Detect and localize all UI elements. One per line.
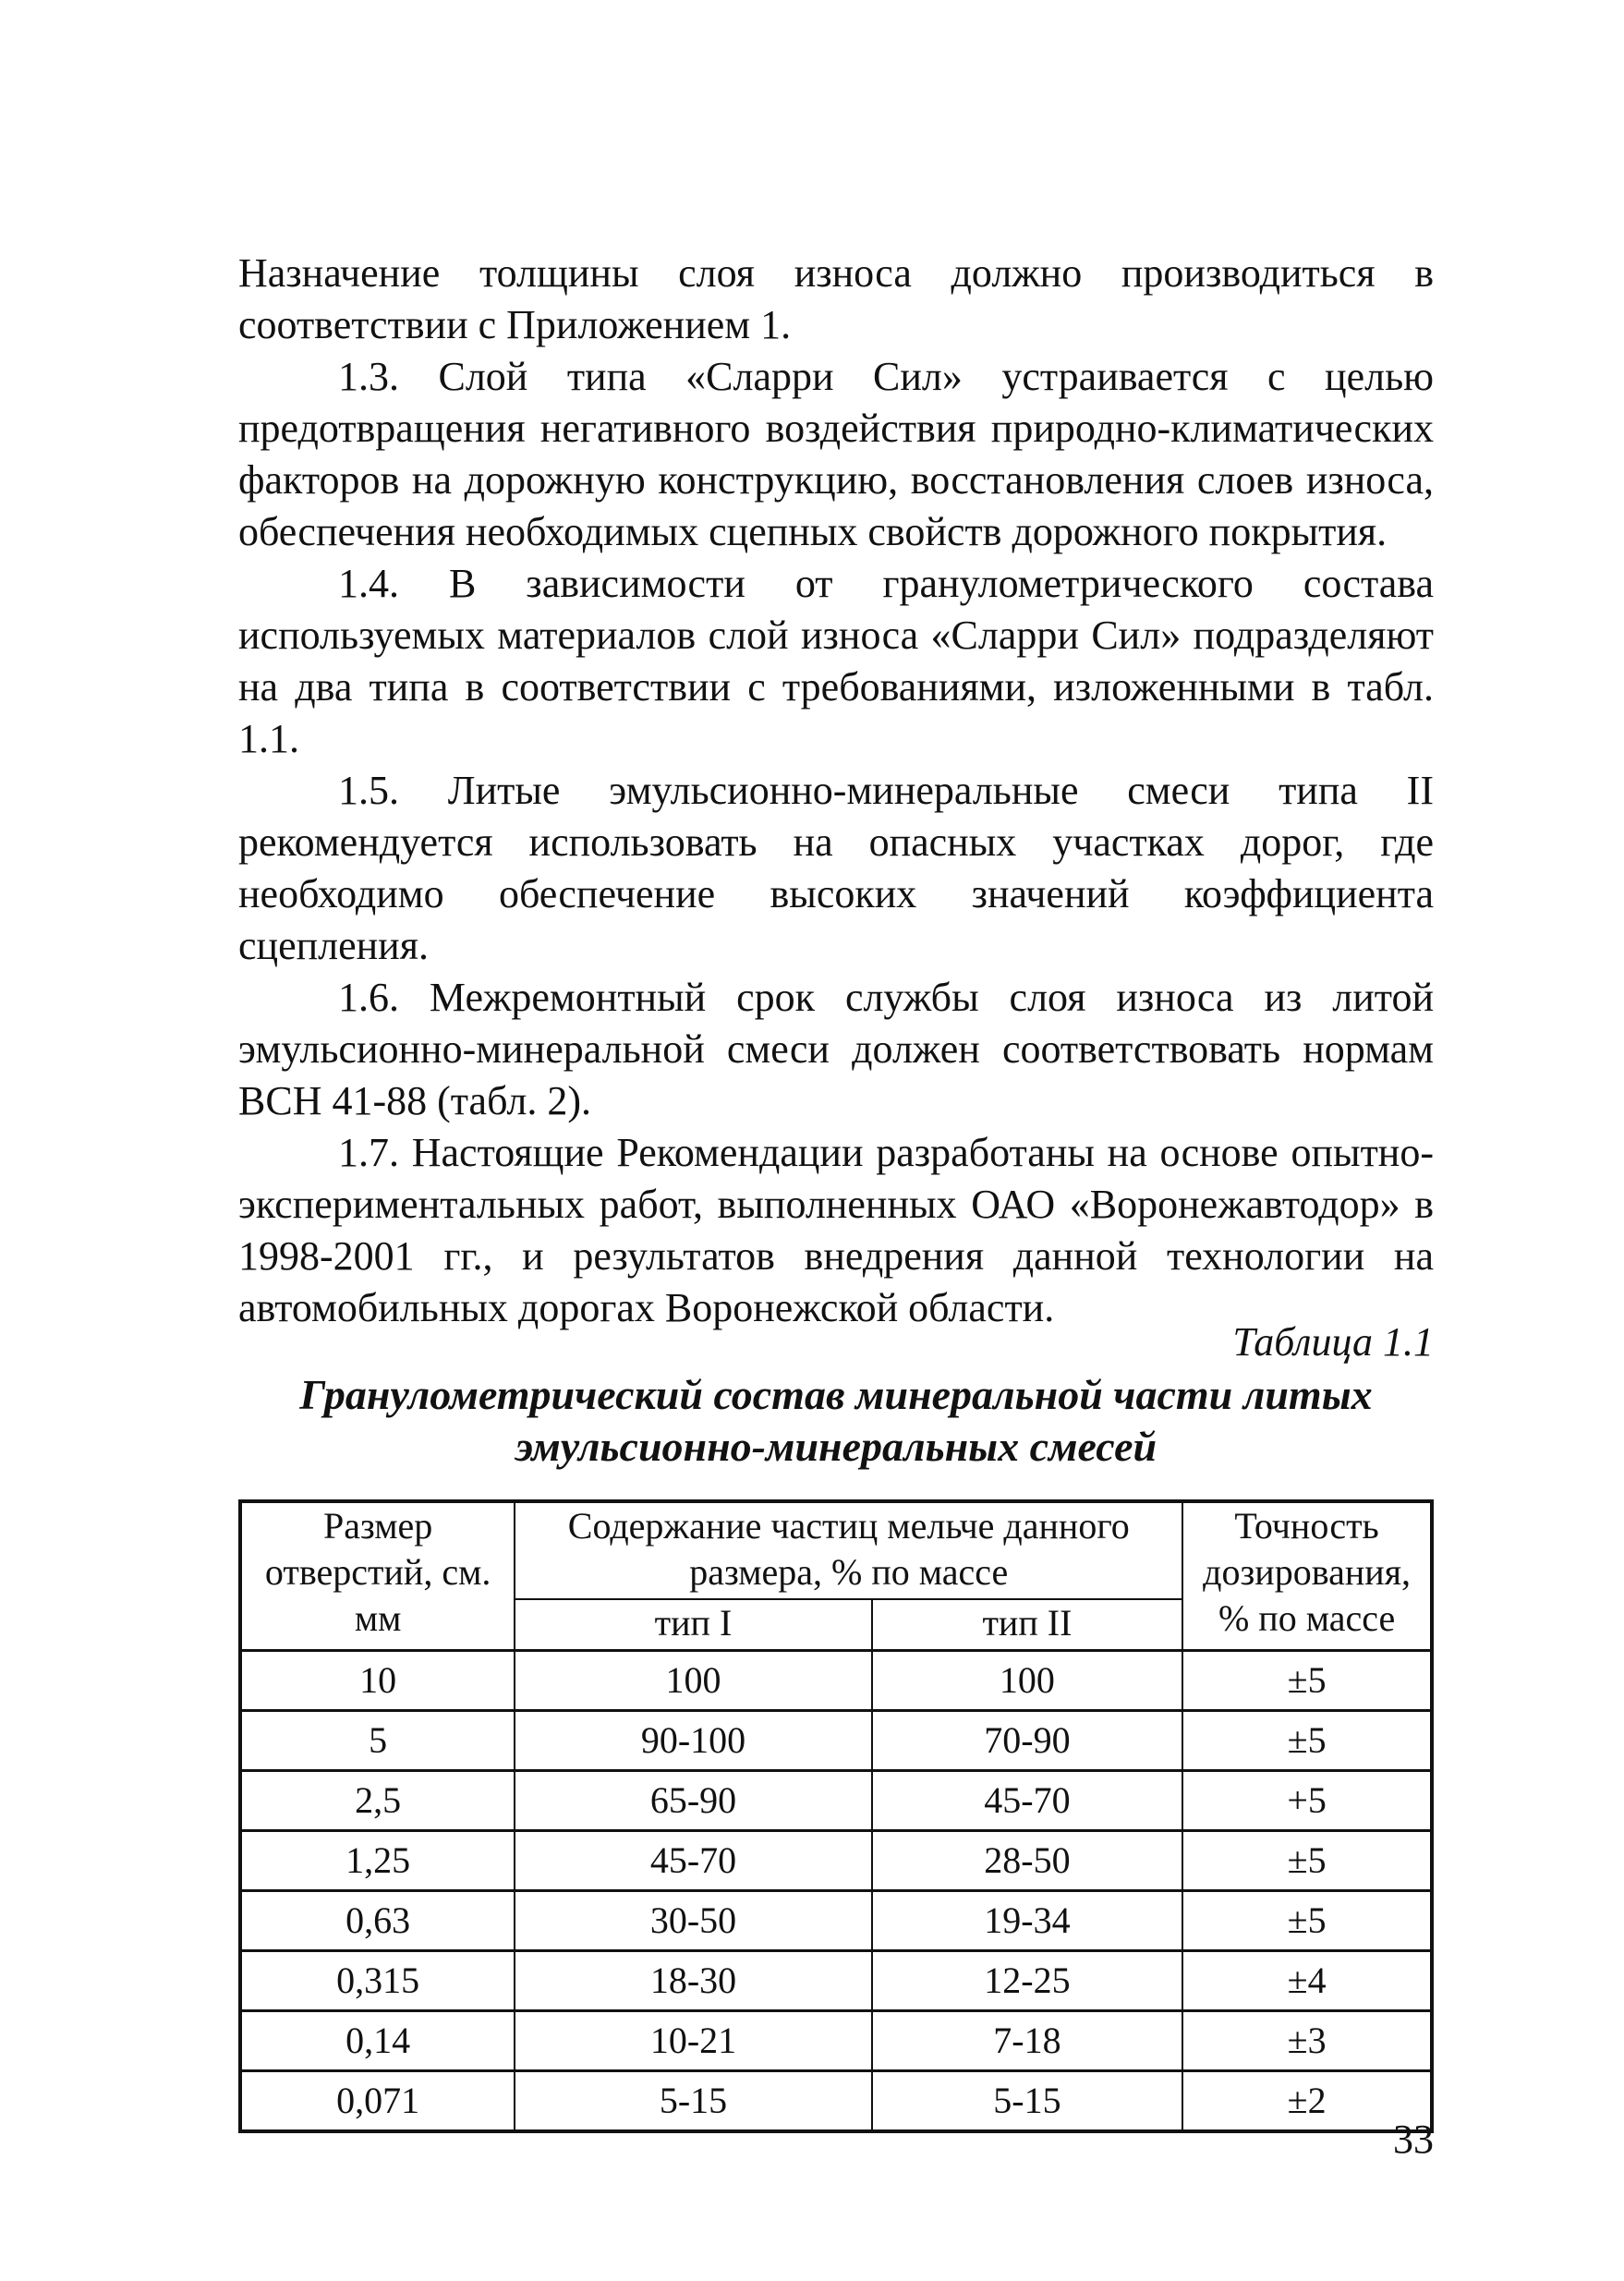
paragraph: 1.7. Настоящие Рекомендации разработаны на основе опытно-экспериментальных работ, выполненных ОАО «Воронежавтодор» в 1998-2001 гг., и результатов внедрения данной технологии на автомобильных дорогах Воронежской области. <box>238 1130 1434 1330</box>
table-cell-type1: 5-15 <box>515 2071 871 2132</box>
table-row <box>240 1651 1432 1711</box>
table-cell-accuracy: ±5 <box>1182 1831 1432 1891</box>
table-cell-size: 2,5 <box>240 1771 515 1831</box>
table-cell-accuracy: ±5 <box>1182 1891 1432 1951</box>
table-cell-size: 10 <box>240 1651 515 1711</box>
table-row <box>240 2011 1432 2071</box>
table-title-line: Гранулометрический состав минеральной части литых <box>299 1371 1373 1418</box>
paragraph: Назначение толщины слоя износа должно производиться в соответствии с Приложением 1. <box>238 250 1434 347</box>
table-cell-type1: 30-50 <box>515 1891 871 1951</box>
table-title-line: эмульсионно-минеральных смесей <box>515 1423 1157 1470</box>
body-text <box>238 248 1434 1334</box>
table-cell-type2: 28-50 <box>872 1831 1183 1891</box>
table-cell-accuracy: ±4 <box>1182 1951 1432 2011</box>
table-cell-type2: 70-90 <box>872 1711 1183 1771</box>
page-number: 33 <box>1393 2117 1434 2162</box>
table-row <box>240 1951 1432 2011</box>
table-row <box>240 1771 1432 1831</box>
table-cell-accuracy: ±2 <box>1182 2071 1432 2132</box>
paragraph: 1.6. Межремонтный срок службы слоя износа из литой эмульсионно-минеральной смеси должен соответствовать нормам ВСН 41-88 (табл. 2). <box>238 975 1434 1123</box>
table-cell-type2: 5-15 <box>872 2071 1183 2132</box>
header-content: Содержание частиц мельче данного размера, % по массе <box>515 1501 1182 1599</box>
granulometric-table <box>238 1499 1434 2133</box>
table-caption: Таблица 1.1 <box>1232 1319 1434 1365</box>
table-cell-type1: 10-21 <box>515 2011 871 2071</box>
table-cell-size: 0,63 <box>240 1891 515 1951</box>
table-cell-size: 0,071 <box>240 2071 515 2132</box>
table-cell-accuracy: ±3 <box>1182 2011 1432 2071</box>
table-cell-size: 0,315 <box>240 1951 515 2011</box>
table-row <box>240 1891 1432 1951</box>
table-cell-type2: 12-25 <box>872 1951 1183 2011</box>
header-type-1: тип I <box>515 1599 871 1651</box>
table-cell-accuracy: +5 <box>1182 1771 1432 1831</box>
table-cell-accuracy: ±5 <box>1182 1711 1432 1771</box>
table-row <box>240 1711 1432 1771</box>
header-type-2: тип II <box>872 1599 1183 1651</box>
table-cell-type1: 90-100 <box>515 1711 871 1771</box>
paragraph: 1.4. В зависимости от гранулометрического состава используемых материалов слой износа «Сларри Сил» подразделяют на два типа в соответствии с требованиями, изложенными в табл. 1.1. <box>238 561 1434 761</box>
table-cell-accuracy: ±5 <box>1182 1651 1432 1711</box>
header-size: Размер отверстий, см. мм <box>240 1501 515 1651</box>
table-row <box>240 2071 1432 2132</box>
table-body <box>240 1651 1432 2132</box>
table-cell-type2: 7-18 <box>872 2011 1183 2071</box>
table-cell-size: 1,25 <box>240 1831 515 1891</box>
paragraph: 1.5. Литые эмульсионно-минеральные смеси типа II рекомендуется использовать на опасных участках дорог, где необходимо обеспечение высоких значений коэффициента сцепления. <box>238 768 1434 968</box>
table-cell-type1: 100 <box>515 1651 871 1711</box>
table-title <box>238 1369 1434 1473</box>
table-cell-type2: 19-34 <box>872 1891 1183 1951</box>
paragraph: 1.3. Слой типа «Сларри Сил» устраивается с целью предотвращения негативного воздействия природно-климатических факторов на дорожную конструкцию, восстановления слоев износа, обеспечения необходимых сцепных свойств дорожного покрытия. <box>238 354 1434 554</box>
table-cell-type2: 100 <box>872 1651 1183 1711</box>
table-cell-type1: 65-90 <box>515 1771 871 1831</box>
table-cell-type1: 18-30 <box>515 1951 871 2011</box>
table-row <box>240 1831 1432 1891</box>
table-cell-type2: 45-70 <box>872 1771 1183 1831</box>
header-accuracy: Точность дозирования, % по массе <box>1182 1501 1432 1651</box>
table-cell-size: 5 <box>240 1711 515 1771</box>
table-cell-type1: 45-70 <box>515 1831 871 1891</box>
table-cell-size: 0,14 <box>240 2011 515 2071</box>
